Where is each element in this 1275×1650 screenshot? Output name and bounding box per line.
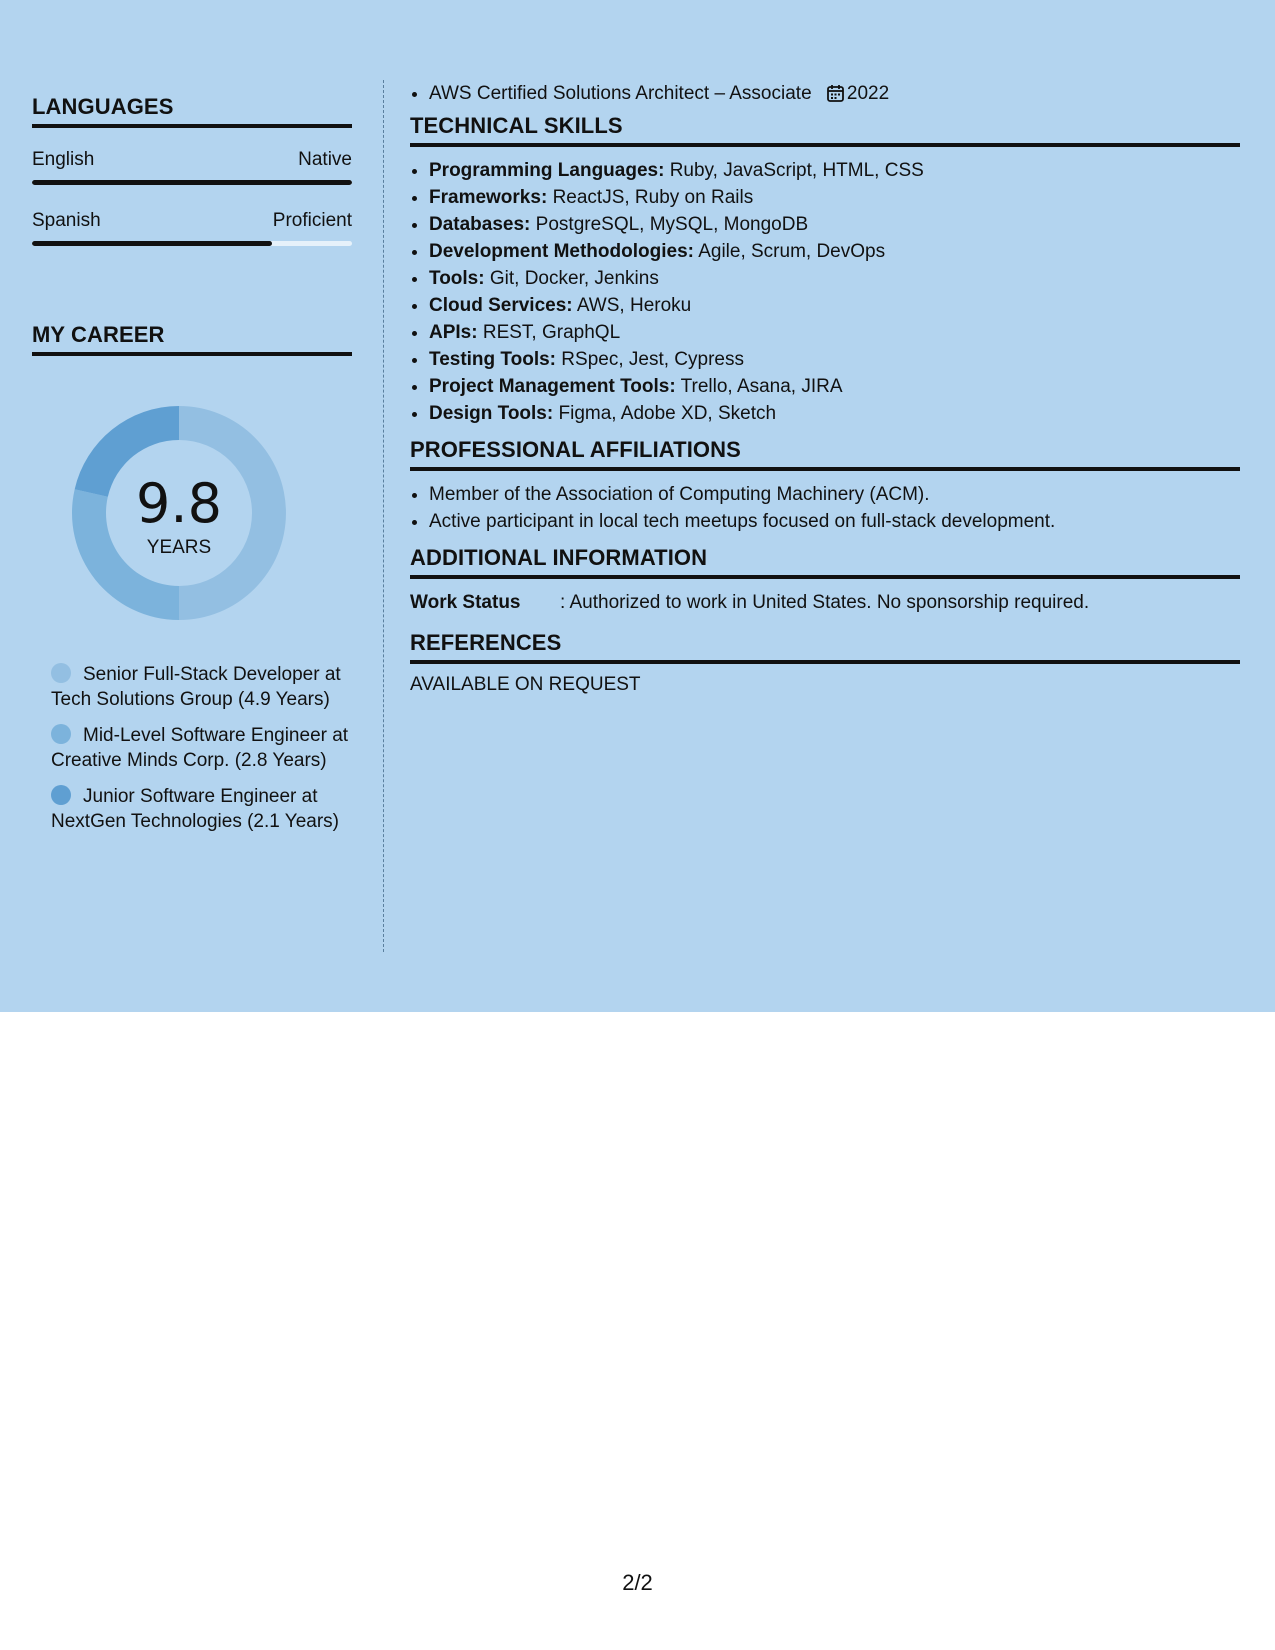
affiliation-item: • Active participant in local tech meetups focused on full-stack development.: [429, 508, 1240, 535]
career-title: MY CAREER: [32, 322, 352, 356]
column-divider: [383, 80, 384, 952]
career-entry-label: Mid-Level Software Engineer at Creative Minds Corp. (2.8 Years): [51, 725, 349, 771]
work-status-value: : Authorized to work in United States. No sponsorship required.: [560, 592, 1090, 613]
affiliation-item: • Member of the Association of Computing Machinery (ACM).: [429, 481, 1240, 508]
technical-skill-item: [429, 400, 1240, 427]
technical-skill-value: RSpec, Jest, Cypress: [561, 349, 744, 370]
technical-skill-item: [429, 211, 1240, 238]
affiliations-title: PROFESSIONAL AFFILIATIONS: [410, 437, 1240, 471]
technical-skill-item: [429, 157, 1240, 184]
languages-section: [32, 94, 352, 246]
technical-skill-item: [429, 238, 1240, 265]
work-status-label: Work Status: [410, 592, 521, 613]
career-legend-item: [51, 662, 351, 712]
references-text: AVAILABLE ON REQUEST: [410, 674, 641, 695]
technical-skill-item: [429, 373, 1240, 400]
language-proficiency-bar: [32, 241, 352, 246]
technical-skill-label: Frameworks:: [429, 187, 548, 208]
technical-skill-value: Agile, Scrum, DevOps: [698, 241, 886, 262]
language-item: [32, 209, 352, 246]
technical-skill-item: [429, 184, 1240, 211]
career-donut-chart: [66, 400, 292, 626]
certification-year: 2022: [846, 83, 890, 104]
career-total-unit: YEARS: [146, 537, 212, 558]
technical-skill-label: Databases:: [429, 214, 531, 235]
language-proficiency-fill: [32, 241, 272, 246]
legend-dot: [51, 785, 71, 805]
technical-skill-label: Testing Tools:: [429, 349, 557, 370]
career-entry-label: Senior Full-Stack Developer at Tech Solutions Group (4.9 Years): [51, 664, 341, 710]
certifications-list: [410, 80, 1240, 107]
language-name: Spanish: [32, 210, 101, 231]
technical-skill-item: [429, 265, 1240, 292]
career-section: [32, 322, 352, 834]
language-proficiency-fill: [32, 180, 352, 185]
certification-year-wrap: [827, 83, 889, 104]
career-total-value: 9.8: [136, 472, 222, 535]
career-legend: [51, 662, 351, 834]
additional-info-title: ADDITIONAL INFORMATION: [410, 545, 1240, 579]
career-legend-item: [51, 784, 351, 834]
language-name: English: [32, 149, 95, 170]
work-status-row: [410, 589, 1240, 616]
career-legend-item: [51, 723, 351, 773]
technical-skill-value: Git, Docker, Jenkins: [489, 268, 659, 289]
technical-skill-value: AWS, Heroku: [576, 295, 692, 316]
additional-info-section: [410, 545, 1240, 616]
technical-skill-value: REST, GraphQL: [482, 322, 621, 343]
technical-skills-title: TECHNICAL SKILLS: [410, 113, 1240, 147]
technical-skill-label: Development Methodologies:: [429, 241, 694, 262]
references-title: REFERENCES: [410, 630, 1240, 664]
technical-skill-label: Cloud Services:: [429, 295, 573, 316]
technical-skill-value: ReactJS, Ruby on Rails: [552, 187, 754, 208]
technical-skill-value: Ruby, JavaScript, HTML, CSS: [669, 160, 924, 181]
left-column: [32, 80, 352, 845]
technical-skills-section: [410, 113, 1240, 427]
technical-skill-label: APIs:: [429, 322, 478, 343]
technical-skill-item: [429, 292, 1240, 319]
language-item: [32, 148, 352, 185]
technical-skill-label: Tools:: [429, 268, 485, 289]
technical-skill-value: Figma, Adobe XD, Sketch: [558, 403, 777, 424]
technical-skill-item: [429, 346, 1240, 373]
certification-name: AWS Certified Solutions Architect – Associate: [429, 83, 812, 104]
language-level: Native: [298, 149, 352, 170]
right-column: [410, 80, 1240, 696]
references-section: [410, 630, 1240, 696]
technical-skills-list: [410, 157, 1240, 427]
technical-skill-label: Design Tools:: [429, 403, 554, 424]
technical-skill-value: Trello, Asana, JIRA: [680, 376, 843, 397]
language-level: Proficient: [272, 210, 352, 231]
page-number: 2/2: [622, 1570, 653, 1595]
legend-dot: [51, 724, 71, 744]
language-proficiency-bar: [32, 180, 352, 185]
legend-dot: [51, 663, 71, 683]
affiliations-section: [410, 437, 1240, 535]
affiliations-list: [410, 481, 1240, 535]
calendar-icon: [827, 84, 844, 102]
languages-title: LANGUAGES: [32, 94, 352, 128]
technical-skill-value: PostgreSQL, MySQL, MongoDB: [535, 214, 809, 235]
technical-skill-label: Project Management Tools:: [429, 376, 676, 397]
career-entry-label: Junior Software Engineer at NextGen Technologies (2.1 Years): [51, 786, 339, 832]
certification-item: [429, 80, 1240, 107]
technical-skill-item: [429, 319, 1240, 346]
technical-skill-label: Programming Languages:: [429, 160, 665, 181]
